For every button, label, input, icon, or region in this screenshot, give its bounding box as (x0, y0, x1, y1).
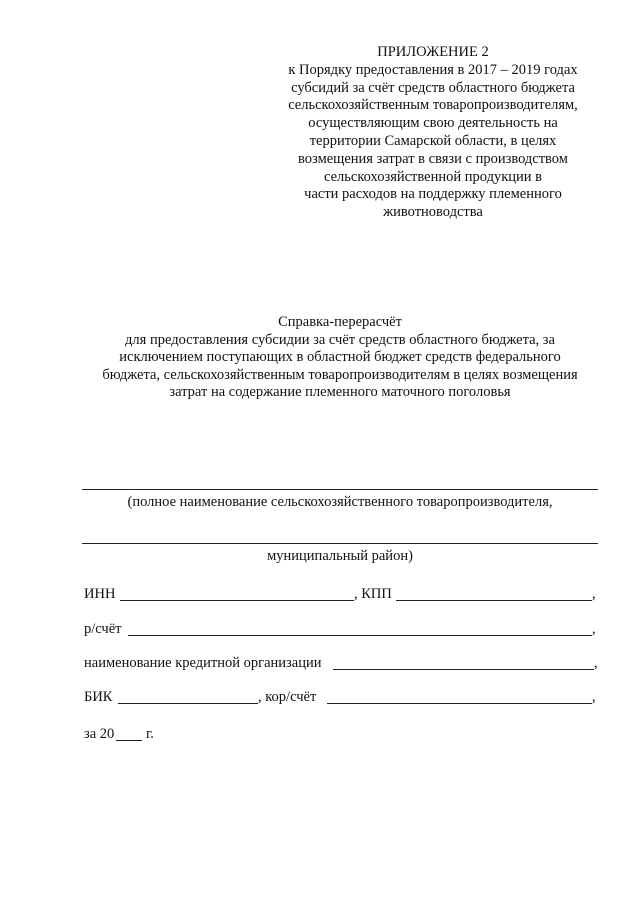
certificate-title: Справка-перерасчёт (278, 314, 402, 330)
bik-corr-row (84, 689, 602, 709)
district-field[interactable] (82, 543, 598, 544)
year-suffix: г. (146, 726, 154, 742)
appendix-line: животноводства (383, 204, 483, 221)
bank-label: наименование кредитной организации (84, 655, 322, 671)
appendix-line: субсидий за счёт средств областного бюджета (291, 79, 575, 96)
appendix-line: сельскохозяйственной продукции в (323, 168, 543, 185)
certificate-line: затрат на содержание племенного маточного поголовья (169, 384, 511, 401)
kpp-field[interactable] (396, 600, 592, 601)
appendix-line: сельскохозяйственным товаропроизводителям, (288, 97, 578, 114)
producer-name-caption: (полное наименование сельскохозяйственного товаропроизводителя, (127, 494, 553, 510)
bik-label: БИК (84, 689, 113, 705)
kpp-label: , КПП (354, 586, 392, 602)
inn-label: ИНН (84, 586, 116, 602)
corr-account-label: , кор/счёт (258, 689, 317, 705)
certificate-line: для предоставления субсидии за счёт средств областного бюджета, за (125, 331, 555, 348)
inn-kpp-row (84, 586, 602, 606)
appendix-line: к Порядку предоставления в 2017 – 2019 годах (288, 61, 578, 78)
account-field[interactable] (128, 635, 592, 636)
producer-name-field[interactable] (82, 489, 598, 490)
bank-row (84, 655, 602, 675)
comma: , (592, 621, 596, 637)
comma: , (592, 689, 596, 705)
appendix-title: ПРИЛОЖЕНИЕ 2 (377, 44, 489, 60)
year-prefix: за 20 (84, 726, 115, 742)
inn-field[interactable] (120, 600, 354, 601)
appendix-line: территории Самарской области, в целях (309, 132, 557, 149)
appendix-line: осуществляющим свою деятельность на (308, 115, 558, 132)
bank-field[interactable] (333, 669, 594, 670)
comma: , (592, 586, 596, 602)
appendix-line: части расходов на поддержку племенного (304, 186, 562, 203)
bik-field[interactable] (118, 703, 258, 704)
district-caption: муниципальный район) (267, 548, 413, 564)
certificate-heading (70, 314, 610, 402)
certificate-line: бюджета, сельскохозяйственным товаропроизводителям в целях возмещения (102, 366, 578, 383)
appendix-line: возмещения затрат в связи с производством (298, 150, 568, 167)
year-row (84, 726, 602, 746)
account-row (84, 621, 602, 641)
corr-account-field[interactable] (327, 703, 592, 704)
appendix-block (268, 44, 598, 222)
year-field[interactable] (116, 740, 142, 741)
comma: , (594, 655, 598, 671)
certificate-line: исключением поступающих в областной бюджет средств федерального (119, 349, 561, 366)
account-label: р/счёт (84, 621, 122, 637)
